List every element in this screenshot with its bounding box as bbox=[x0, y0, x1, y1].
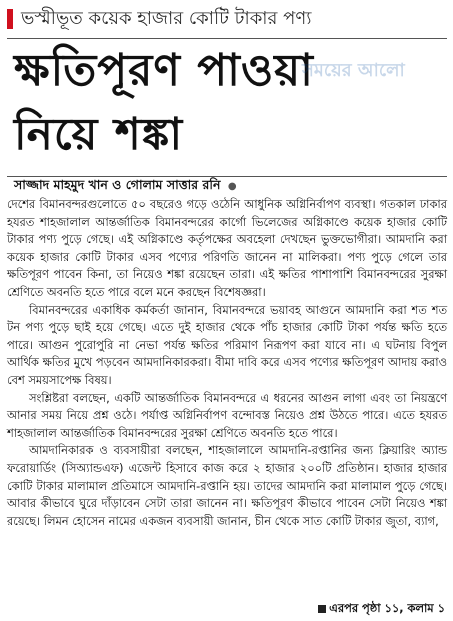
kicker-row bbox=[7, 6, 447, 32]
continuation-note bbox=[314, 600, 445, 619]
byline bbox=[14, 177, 444, 195]
article-paragraph: সংশ্লিষ্টরা বলছেন, একটি আন্তর্জাতিক বিমানবন্দরে এ ধরনের আগুন লাগা এবং তা নিয়ন্ত্রণে আনার সময় নিয়ে প্রশ্ন ওঠে। পর্যাপ্ত অগ্নিনির্বাপণ বন্দোবস্ত নিয়েও প্রশ্ন উঠতে পারে। এতে হযরত শাহজালাল আন্তর্জাতিক বিমানবন্দরের সুরক্ষা শ্রেণিতে অবনতি হতে পারে। bbox=[7, 390, 447, 440]
article-paragraph: আমদানিকারক ও ব্যবসায়ীরা বলছেন, শাহজালালে আমদানি-রপ্তানির জন্য ক্লিয়ারিং অ্যান্ড ফরোয়ার্ডিং (সিঅ্যান্ডএফ) এজেন্ট হিসাবে কাজ করে ২ হাজার ২০০টি প্রতিষ্ঠান। হাজার হাজার কোটি টাকার মালামাল প্রতিমাসে আমদানি-রপ্তানি হয়। তাদের আমদানি করা মালামাল পুড়ে গেছে। আবার কীভাবে ঘুরে দাঁড়াবেন সেটা তারা জানেন না। ক্ষতিপূরণ কীভাবে পাবেন সেটা নিয়েও শঙ্কা রয়েছে। লিমন হোসেন নামের একজন ব্যবসায়ী জানান, চীন থেকে সাত কোটি টাকার জুতা, ব্যাগ, bbox=[7, 443, 447, 528]
publication-watermark: সময়ের আলো bbox=[302, 60, 405, 81]
byline-bullet-icon: ● bbox=[227, 181, 237, 192]
headline-line-1: ক্ষতিপূরণ পাওয়া bbox=[14, 45, 314, 96]
square-bullet-icon bbox=[318, 605, 326, 613]
kicker-red-bar bbox=[7, 9, 13, 29]
continuation-text: এরপর পৃষ্ঠা ১১, কলাম ১ bbox=[329, 601, 445, 615]
article-paragraph: দেশের বিমানবন্দরগুলোতে ৫০ বছরেও গড়ে ওঠেনি আধুনিক অগ্নিনির্বাপণ ব্যবস্থা। গতকাল ঢাকার হযরত শাহজালাল আন্তর্জাতিক বিমানবন্দরের কার্গো ভিলেজের অগ্নিকাণ্ডে কয়েক হাজার কোটি টাকার পণ্য পুড়ে গেছে। এই অগ্নিকাণ্ডে কর্তৃপক্ষের অবহেলা দেখছেন ভুক্তভোগীরা। আমদানি করা কয়েক হাজার কোটি টাকার এসব পণ্যের পরিণতি জানেন না মালিকরা। পণ্য পুড়ে গেলে তার ক্ষতিপূরণ পাবেন কিনা, তা নিয়েও শঙ্কা রয়েছেন তারা। এই ক্ষতির পাশাপাশি বিমানবন্দরের সুরক্ষা শ্রেণিতে অবনতি হতে পারে বলে মনে করছেন বিশেষজ্ঞরা। bbox=[7, 197, 447, 299]
byline-authors: সাজ্জাদ মাহমুদ খান ও গোলাম সাত্তার রনি bbox=[14, 177, 221, 192]
article-paragraph: বিমানবন্দরের একাধিক কর্মকর্তা জানান, বিমানবন্দরে ভয়াবহ আগুনে আমদানি করা শত শত টন পণ্য পুড়ে ছাই হয়ে গেছে। এতে দুই হাজার থেকে পাঁচ হাজার কোটি টাকা পর্যন্ত ক্ষতি হতে পারে। আগুন পুরোপুরি না নেভা পর্যন্ত ক্ষতির পরিমাণ নিরূপণ করা যাবে না। এ ঘটনায় বিপুল আর্থিক ক্ষতির মুখে পড়বেন আমদানিকারকরা। বীমা দাবি করে এসব পণ্যের ক্ষতিপূরণ আদায় করাও বেশ সময়সাপেক্ষ বিষয়। bbox=[7, 302, 447, 387]
kicker-rule bbox=[7, 38, 447, 39]
article-body bbox=[7, 196, 447, 530]
kicker-text: ভস্মীভূত কয়েক হাজার কোটি টাকার পণ্য bbox=[21, 8, 312, 29]
headline-line-2: নিয়ে শঙ্কা bbox=[14, 109, 184, 160]
